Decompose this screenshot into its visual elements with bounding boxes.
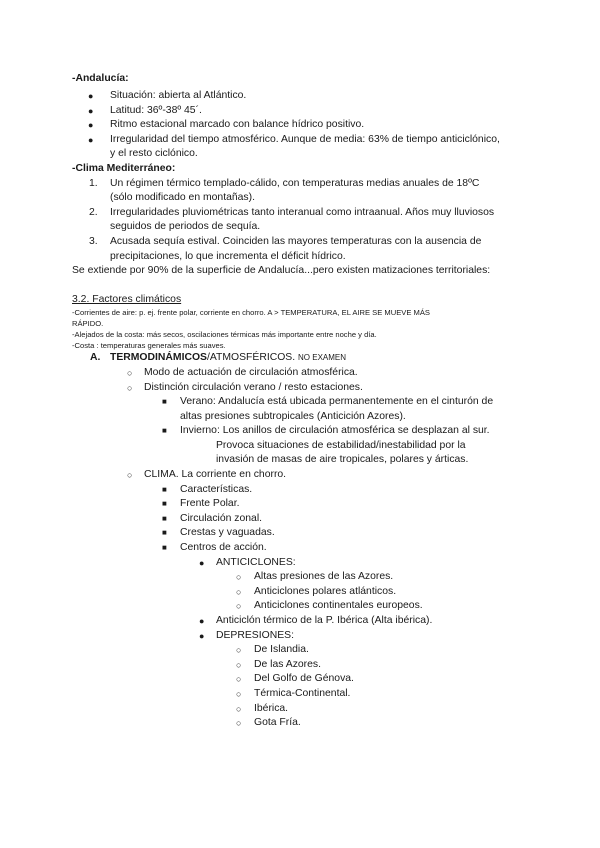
numbered-item-text: Irregularidades pluviométricas tanto interanual como intraanual. Años muy lluviosos — [110, 206, 495, 218]
circle-bullet-icon: ○ — [236, 688, 242, 699]
list-item-continuation: altas presiones subtropicales (Anticición Azores). — [180, 410, 406, 422]
circle-bullet-icon: ○ — [236, 718, 242, 729]
list-item — [72, 395, 530, 410]
square-bullet-icon: ■ — [162, 397, 167, 407]
list-item — [72, 104, 530, 119]
list-item-text: Características. — [180, 483, 253, 495]
note-line: RÁPIDO. — [72, 319, 104, 329]
list-item-text: Crestas y vaguadas. — [180, 527, 275, 539]
numbered-item-continuation: precipitaciones, lo que incrementa el déficit hídrico. — [110, 250, 346, 262]
circle-bullet-icon: ○ — [236, 586, 242, 597]
list-item — [72, 512, 530, 527]
list-item — [72, 483, 530, 498]
list-item — [72, 629, 530, 644]
numbered-item-continuation: (sólo modificado en montañas). — [110, 192, 255, 204]
square-bullet-icon: ■ — [162, 484, 167, 494]
section-letter: A. — [90, 352, 101, 364]
circle-bullet-icon: ○ — [127, 367, 133, 378]
section-title-rest: /ATMOSFÉRICOS. — [206, 352, 296, 364]
bullet-icon: ● — [199, 557, 205, 568]
numbered-item-text: Un régimen térmico templado-cálido, con temperaturas medias anuales de 18ºC — [110, 177, 480, 189]
list-item-text: Latitud: 36º-38º 45´. — [110, 104, 202, 116]
list-item-text: ANTICICLONES: — [216, 556, 296, 568]
list-item — [72, 133, 530, 148]
bullet-icon: ● — [88, 134, 94, 145]
list-item — [72, 687, 530, 702]
list-item — [72, 381, 530, 396]
list-item — [72, 468, 530, 483]
item-number: 1. — [89, 177, 98, 189]
list-item-text: Centros de acción. — [180, 542, 267, 554]
list-item-text: Modo de actuación de circulación atmosférica. — [144, 366, 358, 378]
list-item-text: Situación: abierta al Atlántico. — [110, 90, 247, 101]
circle-bullet-icon: ○ — [236, 572, 242, 583]
list-item-text: Anticiclones continentales europeos. — [254, 600, 423, 612]
list-item-text: CLIMA. La corriente en chorro. — [144, 469, 287, 481]
note-line: -Costa : temperaturas generales más suaves. — [72, 341, 226, 351]
circle-bullet-icon: ○ — [236, 601, 242, 612]
bullet-icon: ● — [88, 105, 94, 116]
list-item — [72, 716, 530, 731]
list-item-text: Frente Polar. — [180, 498, 240, 510]
circle-bullet-icon: ○ — [236, 703, 242, 714]
list-item-text: Circulación zonal. — [180, 512, 263, 524]
section-heading-andalucia: -Andalucía: — [72, 73, 129, 84]
list-item — [72, 366, 530, 381]
list-item — [72, 599, 530, 614]
list-item-text: Invierno: Los anillos de circulación atmosférica se desplazan al sur. — [180, 425, 490, 437]
numbered-item — [72, 206, 530, 221]
square-bullet-icon: ■ — [162, 543, 167, 553]
list-item-text: Gota Fría. — [254, 717, 301, 729]
square-bullet-icon: ■ — [162, 528, 167, 538]
list-item-text: Anticiclones polares atlánticos. — [254, 585, 397, 597]
list-item — [72, 643, 530, 658]
bullet-icon: ● — [88, 120, 94, 131]
item-number: 3. — [89, 235, 98, 247]
list-item-text: De Islandia. — [254, 644, 309, 656]
list-item — [72, 658, 530, 673]
list-item — [72, 702, 530, 717]
circle-bullet-icon: ○ — [236, 645, 242, 656]
numbered-item-continuation: seguidos de periodos de sequía. — [110, 221, 261, 233]
list-item-text: DEPRESIONES: — [216, 629, 294, 641]
square-bullet-icon: ■ — [162, 499, 167, 509]
document-page — [72, 72, 530, 731]
summary-text: Se extiende por 90% de la superficie de Andalucía...pero existen matizaciones territoriales: — [72, 265, 491, 277]
numbered-item — [72, 235, 530, 250]
bullet-icon: ● — [199, 630, 205, 641]
no-examen-tag: NO EXAMEN — [298, 353, 347, 363]
numbered-item — [72, 177, 530, 192]
list-item — [72, 118, 530, 133]
list-item-text: Distinción circulación verano / resto estaciones. — [144, 381, 363, 393]
list-item-text: De las Azores. — [254, 658, 321, 670]
note-line: -Corrientes de aire: p. ej. frente polar, corriente en chorro. A > TEMPERATURA, EL AIRE SE MUEVE MÁS — [72, 308, 430, 318]
circle-bullet-icon: ○ — [236, 674, 242, 685]
list-item — [72, 672, 530, 687]
list-item — [72, 556, 530, 571]
paragraph-line: Provoca situaciones de estabilidad/inestabilidad por la — [216, 439, 466, 451]
circle-bullet-icon: ○ — [127, 470, 133, 481]
item-number: 2. — [89, 206, 98, 218]
list-item — [72, 89, 530, 104]
list-item — [72, 424, 530, 439]
list-item — [72, 614, 530, 629]
list-item-text: Del Golfo de Génova. — [254, 673, 354, 685]
list-item-text: Irregularidad del tiempo atmosférico. Aunque de media: 63% de tiempo anticiclónico, — [110, 133, 500, 145]
bullet-icon: ● — [199, 616, 205, 626]
subsection-heading-factores: 3.2. Factores climáticos — [72, 293, 182, 305]
list-item-text: Altas presiones de las Azores. — [254, 571, 394, 583]
section-a-heading — [72, 351, 530, 366]
list-item-text: Anticiclón térmico de la P. Ibérica (Alta ibérica). — [216, 615, 433, 626]
list-item — [72, 497, 530, 512]
list-item — [72, 526, 530, 541]
bullet-icon: ● — [88, 91, 94, 101]
paragraph-line: invasión de masas de aire tropicales, polares y árticas. — [216, 454, 469, 466]
numbered-item-text: Acusada sequía estival. Coinciden las mayores temperaturas con la ausencia de — [110, 235, 482, 247]
list-item-text: Térmica-Continental. — [254, 687, 351, 699]
square-bullet-icon: ■ — [162, 426, 167, 436]
section-heading-mediterraneo: -Clima Mediterráneo: — [72, 162, 176, 174]
note-line: -Alejados de la costa: más secos, oscilaciones térmicas más importante entre noche y día. — [72, 330, 377, 340]
circle-bullet-icon: ○ — [236, 659, 242, 670]
square-bullet-icon: ■ — [162, 513, 167, 523]
section-title-bold: TERMODINÁMICOS — [110, 352, 207, 364]
list-item-text: Ritmo estacional marcado con balance hídrico positivo. — [110, 119, 365, 131]
list-item — [72, 585, 530, 600]
list-item — [72, 541, 530, 556]
circle-bullet-icon: ○ — [127, 382, 133, 393]
list-item — [72, 570, 530, 585]
list-item-continuation: y el resto ciclónico. — [110, 148, 198, 160]
list-item-text: Verano: Andalucía está ubicada permanentemente en el cinturón de — [180, 396, 494, 408]
list-item-text: Ibérica. — [254, 702, 289, 714]
